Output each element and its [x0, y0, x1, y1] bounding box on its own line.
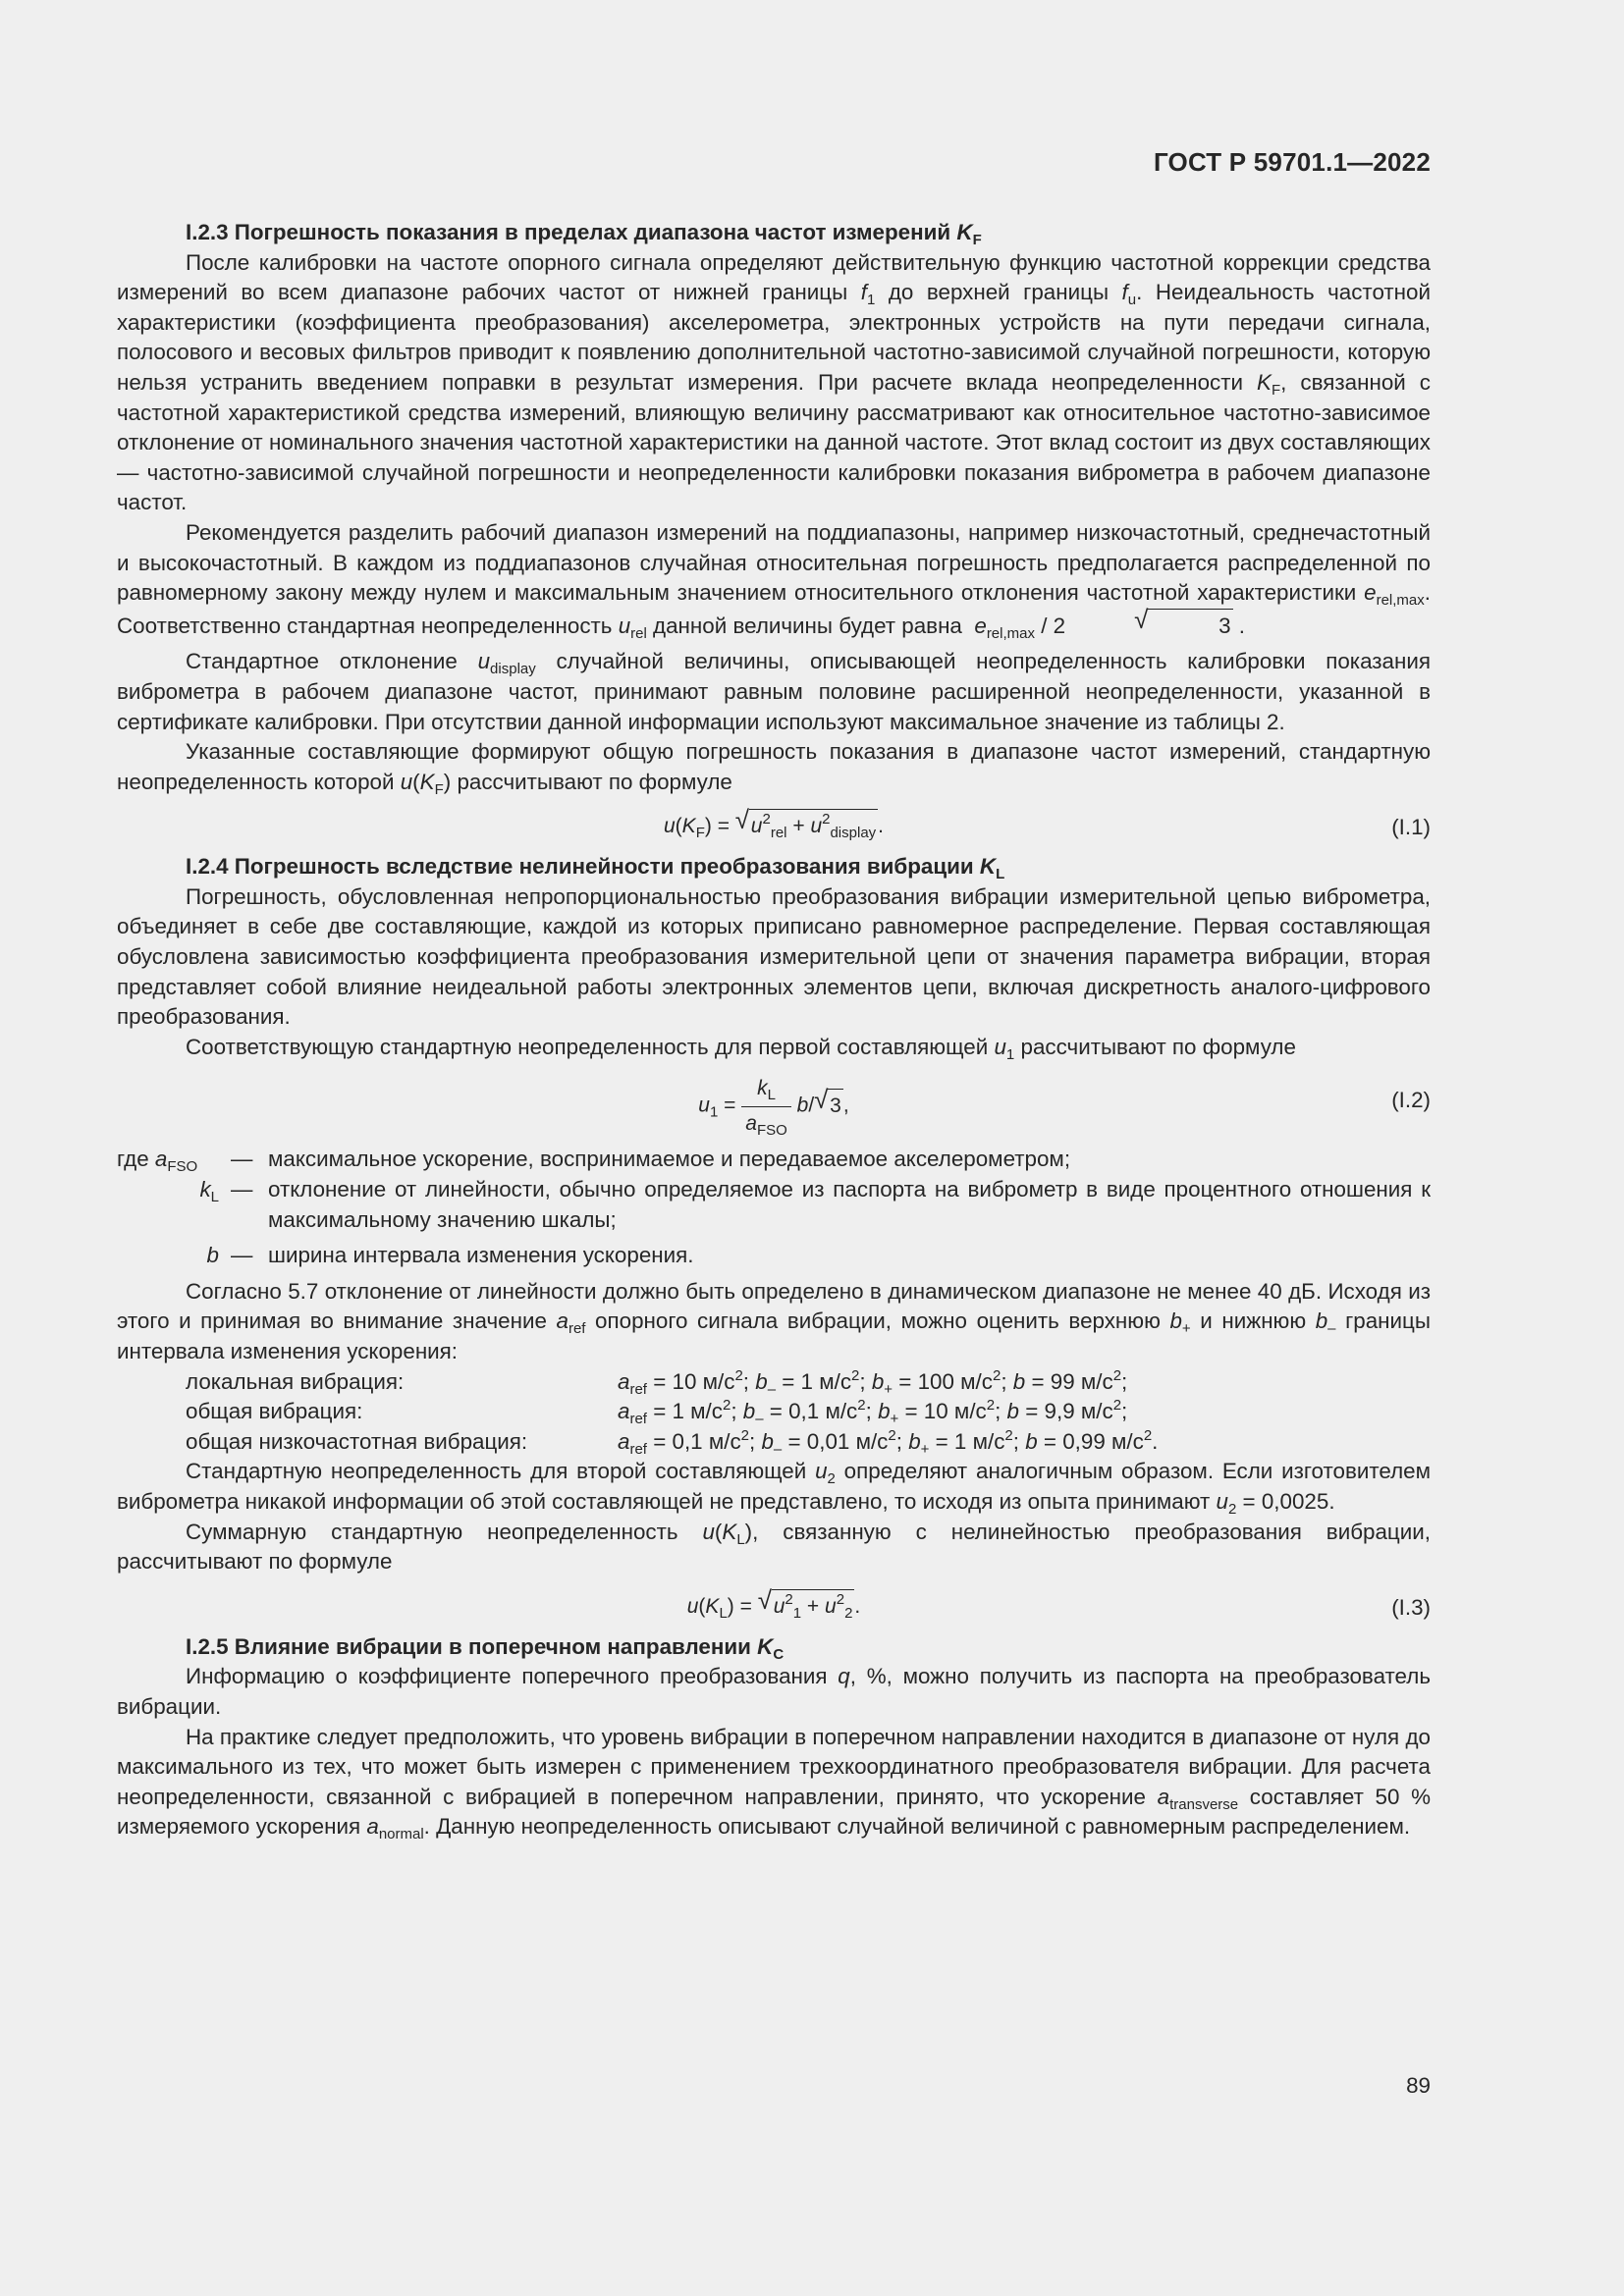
definition-kl: $k_L$ — отклонение от линейности, обычно определяемое из паспорта на виброметр в виде процентного отношения к максимальному значению шкалы;	[199, 1177, 1431, 1232]
formula-i3: $u(K_L)$ = √ $u^2_1 + u^2_2$. (I.3)	[686, 1584, 1431, 1622]
paragraph-i24-3: Согласно 5.7 отклонение от линейности должно быть определено в динамическом диапазоне не менее 40 дБ. Исходя из этого и принимая во внимание значение $a_{ref}$ опорного сигнала вибрации, можно оценить верхнюю $b_+$ и нижнюю $b_-$ границы интервала изменения ускорения:	[117, 1278, 1431, 1363]
sqrt-three: √ 3	[1065, 609, 1232, 642]
paragraph-i23-1: После калибровки на частоте опорного сигнала определяют действительную функцию частотной коррекции средства измерений во всем диапазоне рабочих частот от нижней границы $f_1$ до верхней границы $f_u$. Неидеальность частотной характеристики (коэффициента преобразования) акселерометра, электронных устройств на пути передачи сигнала, полосового и весовых фильтров приводит к появлению дополнительной частотно-зависимой случайной погрешности, которую нельзя устранить введением поправки в результат измерения. При расчете вклада неопределенности $K_F$, связанной с частотной характеристикой средства измерений, влияющую величину рассматривают как относительное частотно-зависимое отклонение от номинального значения частотной характеристики на данной частоте. Этот вклад состоит из двух составляющих — частотно-зависимой случайной погрешности и неопределенности калибровки показания виброметра в рабочем диапазоне частот.	[117, 249, 1431, 515]
equation-number-i1: (I.1)	[1391, 815, 1431, 840]
definitions-list	[117, 1145, 1431, 1270]
document-page	[117, 0, 1431, 2296]
definition-afso: где $a_{FSO}$ — максимальное ускорение, воспринимаемое и передаваемое акселерометром;	[117, 1147, 1071, 1176]
section-heading-i25: I.2.5 Влияние вибрации в поперечном направлении $K_C$	[186, 1633, 785, 1663]
page-number: 89	[1406, 2073, 1431, 2098]
vibration-row: общая низкочастотная вибрация: $a_{ref} = 0,1$ $м/с^2$; $b_- = 0,01$ $м/с^2$; $b_+ = 1$ $м/с^2$; b = 0,99 $м/с^2$.	[186, 1426, 1159, 1458]
equation-number-i2: (I.2)	[1391, 1088, 1431, 1113]
paragraph-i24-4: Стандартную неопределенность для второй составляющей $u_2$ определяют аналогичным образом. Если изготовителем виброметра никакой информации об этой составляющей не представлено, то исходя из опыта принимают $u_2 = 0,0025$.	[117, 1459, 1431, 1518]
paragraph-i23-2: Рекомендуется разделить рабочий диапазон измерений на поддиапазоны, например низкочастотный, среднечастотный и высокочастотный. В каждом из поддиапазонов случайная относительная погрешность предполагается распределенной по равномерному закону между нулем и максимальным значением относительного отклонения частотной характеристики $e_{rel,max}$. Соответственно стандартная неопределенность $u_{rel}$ данной величины будет равна $e_{rel,max} / 2$ √ 3 .	[117, 519, 1431, 642]
paragraph-i23-4: Указанные составляющие формируют общую погрешность показания в диапазоне частот измерений, стандартную неопределенность которой $u(K_F)$ рассчитывают по формуле	[117, 739, 1431, 798]
paragraph-i24-5: Суммарную стандартную неопределенность $u(K_L)$, связанную с нелинейностью преобразования вибрации, рассчитывают по формуле	[117, 1519, 1431, 1575]
paragraph-i24-1: Погрешность, обусловленная непропорциональностью преобразования вибрации измерительной цепью виброметра, объединяет в себе две составляющие, каждой из которых приписано равномерное распределение. Первая составляющая обусловлена зависимостью коэффициента преобразования измерительной цепи от значения параметра вибрации, вторая представляет собой влияние неидеальной работы электронных элементов цепи, включая дискретность аналого-цифрового преобразования.	[117, 883, 1431, 1030]
equation-number-i3: (I.3)	[1391, 1594, 1431, 1620]
formula-i1: $u(K_F)$ = √ $u^2_{rel} + u^2_{display}$. (I.1)	[663, 805, 1431, 842]
paragraph-i25-2: На практике следует предположить, что уровень вибрации в поперечном направлении находится в диапазоне от нуля до максимального из тех, что может быть измерен с применением трехкоординатного преобразователя вибрации. Для расчета неопределенности, связанной с вибрацией в поперечном направлении, принято, что ускорение $a_{transverse}$ составляет 50 % измеряемого ускорения $a_{normal}$. Данную неопределенность описывают случайной величиной с равномерным распределением.	[117, 1724, 1431, 1843]
paragraph-i23-3: Стандартное отклонение $u_{display}$ случайной величины, описывающей неопределенность калибровки показания виброметра в рабочем диапазоне частот, принимают равным половине расширенной неопределенности, указанной в сертификате калибровки. При отсутствии данной информации используют максимальное значение из таблицы 2.	[117, 649, 1431, 734]
document-body	[117, 218, 1431, 1842]
section-heading-i23: I.2.3 Погрешность показания в пределах диапазона частот измерений $K_F$	[186, 220, 982, 248]
vibration-row: локальная вибрация: $a_{ref} = 10$ $м/с^2$; $b_- = 1$ $м/с^2$; $b_+ = 100$ $м/с^2$; b = 99 $м/с^2$;	[186, 1366, 1128, 1398]
section-heading-i24: I.2.4 Погрешность вследствие нелинейности преобразования вибрации $K_L$	[186, 854, 1005, 883]
document-code: ГОСТ Р 59701.1—2022	[1153, 147, 1431, 177]
paragraph-i24-2: Соответствующую стандартную неопределенность для первой составляющей $u_1$ рассчитывают по формуле	[186, 1034, 1296, 1063]
paragraph-i25-1: Информацию о коэффициенте поперечного преобразования q, %, можно получить из паспорта на преобразователь вибрации.	[117, 1664, 1431, 1719]
formula-i2: $u_1$ = $\frac{k_L}{a_{FSO}}$ b/ √ 3, (I.2)	[117, 1062, 1431, 1139]
vibration-values-table	[186, 1367, 1431, 1458]
vibration-row: общая вибрация: $a_{ref} = 1$ $м/с^2$; $b_- = 0,1$ $м/с^2$; $b_+ = 10$ $м/с^2$; b = 9,9 $м/с^2$;	[186, 1397, 1128, 1428]
definition-b: b — ширина интервала изменения ускорения.	[206, 1243, 694, 1268]
